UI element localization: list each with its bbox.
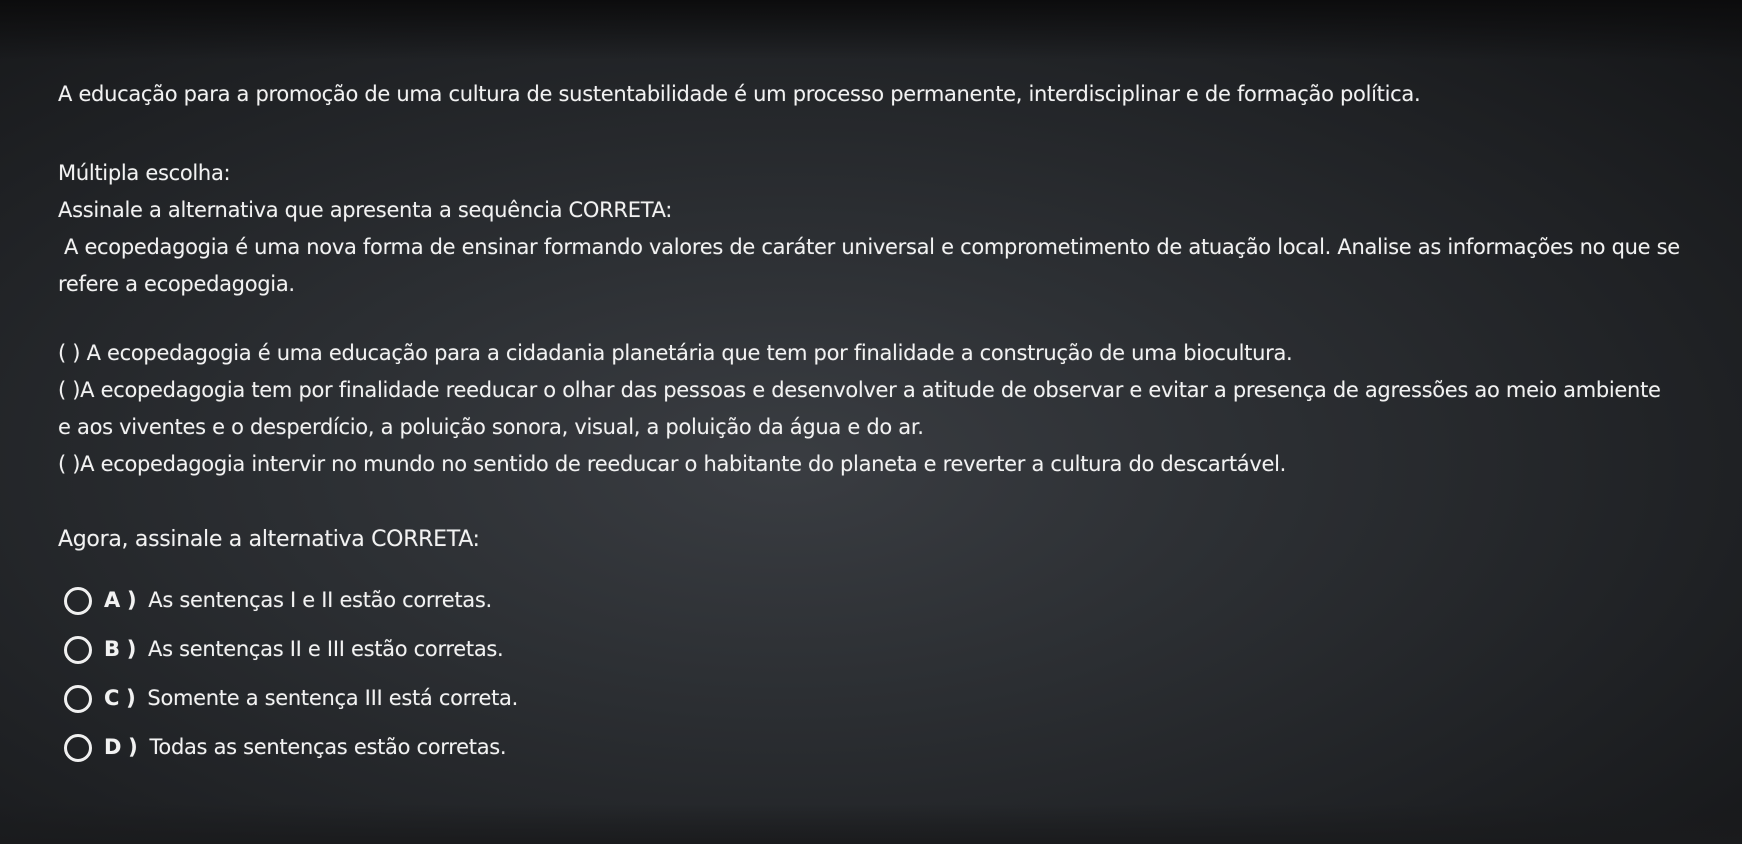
statement-text: A ecopedagogia intervir no mundo no sentido de reeducar o habitante do planeta e reverter a cultura do descartável. (80, 452, 1286, 476)
statement-2-continuation (58, 409, 1728, 446)
option-b[interactable] (64, 625, 1728, 674)
statement-2 (58, 372, 1728, 409)
question-container (58, 76, 1728, 772)
statement-marker: ( ) (58, 341, 81, 365)
screen-vignette-bottom (0, 804, 1742, 844)
context-line-2: refere a ecopedagogia. (58, 272, 295, 296)
screen-vignette-top (0, 0, 1742, 60)
option-letter: C ) (104, 686, 136, 710)
radio-circle-icon[interactable] (64, 636, 92, 664)
option-letter: D ) (104, 735, 138, 759)
question-type-label: Múltipla escolha: (58, 161, 231, 185)
statement-text: A ecopedagogia tem por finalidade reeducar o olhar das pessoas e desenvolver a atitude de observar e evitar a presença de agressões ao meio ambiente (80, 378, 1661, 402)
answer-prompt: Agora, assinale a alternativa CORRETA: (58, 527, 480, 552)
option-text: As sentenças II e III estão corretas. (148, 637, 504, 661)
radio-circle-icon[interactable] (64, 587, 92, 615)
radio-circle-icon[interactable] (64, 734, 92, 762)
option-a[interactable] (64, 576, 1728, 625)
option-text: Todas as sentenças estão corretas. (149, 735, 507, 759)
option-c[interactable] (64, 674, 1728, 723)
statement-3 (58, 446, 1728, 483)
option-letter: B ) (104, 637, 137, 661)
statement-text-cont: e aos viventes e o desperdício, a poluição sonora, visual, a poluição da água e do ar. (58, 415, 924, 439)
option-letter: A ) (104, 588, 137, 612)
context-line-1: A ecopedagogia é uma nova forma de ensinar formando valores de caráter universal e comprometimento de atuação local. Analise as informações no que se (64, 235, 1680, 259)
question-intro: A educação para a promoção de uma cultura de sustentabilidade é um processo permanente, interdisciplinar e de formação política. (58, 82, 1421, 106)
question-context (58, 229, 1714, 266)
option-text: Somente a sentença III está correta. (147, 686, 519, 710)
statement-marker: ( ) (58, 378, 81, 402)
statement-text: A ecopedagogia é uma educação para a cidadania planetária que tem por finalidade a construção de uma biocultura. (86, 341, 1293, 365)
option-text: As sentenças I e II estão corretas. (148, 588, 492, 612)
statement-marker: ( ) (58, 452, 81, 476)
question-context-cont (58, 266, 1728, 303)
option-d[interactable] (64, 723, 1728, 772)
question-instruction: Assinale a alternativa que apresenta a sequência CORRETA: (58, 198, 673, 222)
radio-circle-icon[interactable] (64, 685, 92, 713)
statement-1 (58, 335, 1728, 372)
answer-options (58, 576, 1728, 772)
